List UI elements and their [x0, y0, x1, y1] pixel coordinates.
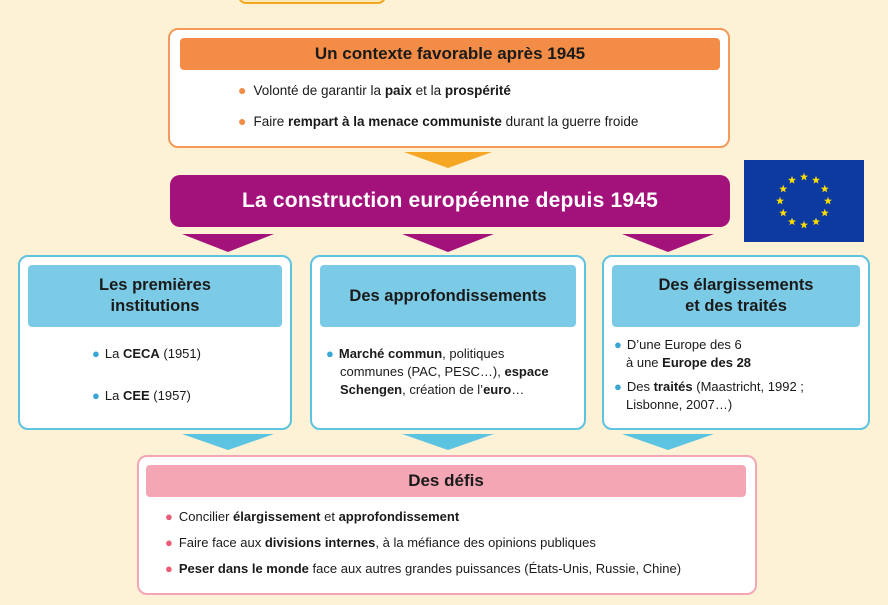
arrow-down-icon [404, 152, 492, 168]
context-line-peace: ● Volonté de garantir la paix et la prospérité [238, 82, 511, 98]
top-tab-decoration [238, 0, 386, 4]
bullet-icon: ● [165, 561, 173, 576]
star-icon [812, 218, 820, 226]
defis-line-divisions: ● Faire face aux divisions internes, à la méfiance des opinions publiques [165, 535, 596, 550]
star-icon [776, 197, 784, 205]
main-title-bar: La construction européenne depuis 1945 [170, 175, 730, 227]
bullet-icon: ● [165, 535, 173, 550]
bullet-icon: ● [165, 509, 173, 524]
star-icon [812, 176, 820, 184]
institutions-title: Les premières institutions [28, 265, 282, 327]
bullet-icon: ● [614, 337, 622, 352]
arrow-down-icon [182, 234, 274, 252]
star-icon [821, 185, 829, 193]
institutions-item-cee: ● La CEE (1957) [92, 388, 191, 403]
elargissements-title: Des élargissements et des traités [612, 265, 860, 327]
star-icon [779, 209, 787, 217]
institutions-item-ceca: ● La CECA (1951) [92, 346, 201, 361]
arrow-down-icon [402, 234, 494, 252]
defis-line-concilier: ● Concilier élargissement et approfondissement [165, 509, 460, 524]
arrow-down-icon [622, 434, 714, 450]
star-icon [821, 209, 829, 217]
approfondissements-text: ● Marché commun, politiques communes (PAC, PESC…), espace Schengen, création de l’euro… [326, 346, 549, 397]
elargissements-item-traites: ● Des traités (Maastricht, 1992 ; Lisbonne, 2007…) [614, 379, 804, 412]
bullet-icon: ● [614, 379, 622, 394]
arrow-down-icon [622, 234, 714, 252]
star-icon [788, 176, 796, 184]
star-icon [800, 173, 808, 181]
star-icon [824, 197, 832, 205]
bullet-icon: ● [238, 82, 247, 98]
arrow-down-icon [182, 434, 274, 450]
defis-line-peser: ● Peser dans le monde face aux autres grandes puissances (États-Unis, Russie, Chine) [165, 561, 682, 576]
bullet-icon: ● [238, 113, 247, 129]
star-icon [788, 218, 796, 226]
bullet-icon: ● [92, 388, 100, 403]
star-icon [800, 221, 808, 229]
approfondissements-title: Des approfondissements [320, 265, 576, 327]
defis-title: Des défis [146, 465, 746, 497]
bullet-icon: ● [326, 346, 334, 361]
star-icon [779, 185, 787, 193]
bullet-icon: ● [92, 346, 100, 361]
context-title: Un contexte favorable après 1945 [180, 38, 720, 70]
context-line-communism: ● Faire rempart à la menace communiste durant la guerre froide [238, 113, 639, 129]
elargissements-item-europe: ● D’une Europe des 6 à une Europe des 28 [614, 337, 752, 370]
arrow-down-icon [402, 434, 494, 450]
eu-flag-icon [744, 160, 864, 242]
